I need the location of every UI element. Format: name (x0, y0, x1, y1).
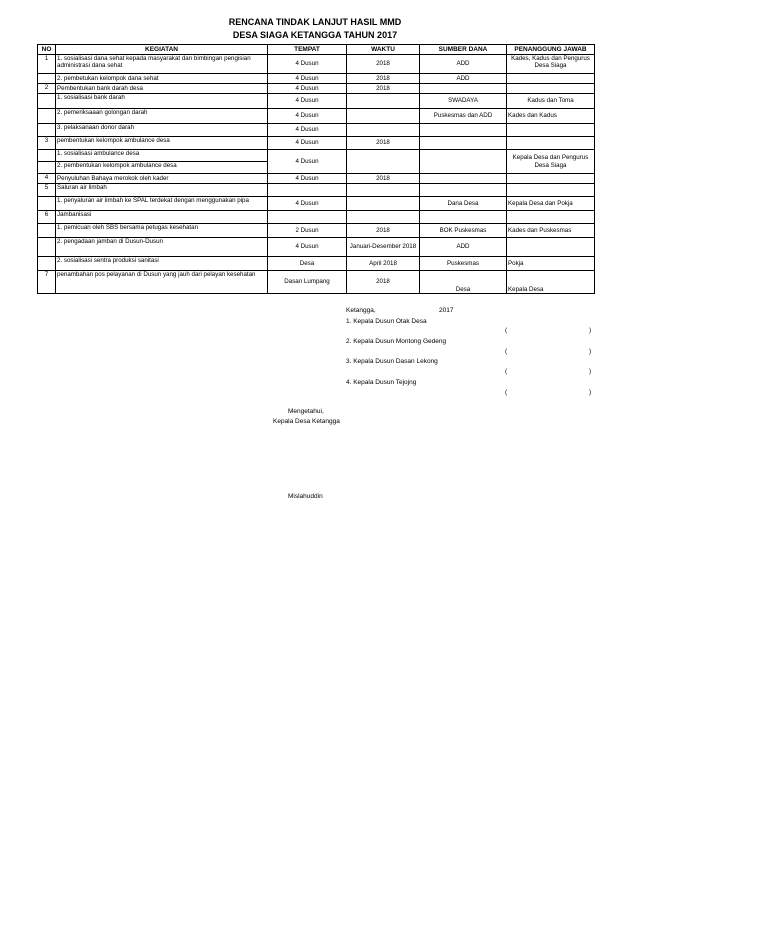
cell-kegiatan: Jambanisasi (56, 211, 268, 224)
table-row (38, 84, 595, 94)
cell-penanggung-jawab (507, 238, 595, 257)
kades-name: Mislahuddin (288, 493, 323, 500)
table-row (38, 137, 595, 150)
table-row (38, 124, 595, 137)
mengetahui-label: Mengetahui, (288, 408, 324, 415)
paren-open: ( (505, 368, 508, 375)
cell-tempat: Desa (268, 257, 347, 271)
cell-no (38, 162, 56, 174)
cell-penanggung-jawab: Kadus dan Toma (507, 94, 595, 109)
cell-tempat (268, 184, 347, 197)
cell-kegiatan: 1. pemicuan oleh SBS bersama petugas kesehatan (56, 224, 268, 238)
cell-sumber-dana: SWADAYA (420, 94, 507, 109)
cell-no (38, 197, 56, 211)
table-row (38, 55, 595, 74)
cell-kegiatan: Penyuluhan Bahaya merokok oleh kader (56, 174, 268, 184)
document-title: RENCANA TINDAK LANJUT HASIL MMD (228, 17, 402, 27)
cell-sumber-dana (420, 137, 507, 150)
cell-tempat: 4 Dusun (268, 84, 347, 94)
cell-penanggung-jawab: Kepala Desa dan Pengurus Desa Siaga (507, 150, 595, 174)
paren-close: ) (589, 368, 592, 375)
cell-kegiatan: 1. sosialisasi ambulance desa (56, 150, 268, 162)
cell-penanggung-jawab (507, 124, 595, 137)
cell-no (38, 94, 56, 109)
cell-waktu: April 2018 (347, 257, 420, 271)
cell-penanggung-jawab: Pokja (507, 257, 595, 271)
cell-no (38, 224, 56, 238)
cell-sumber-dana: ADD (420, 74, 507, 84)
cell-sumber-dana (420, 84, 507, 94)
cell-waktu: 2018 (347, 74, 420, 84)
cell-kegiatan: penambahan pos pelayanan di Dusun yang jauh dari pelayan kesehatan (56, 271, 268, 294)
cell-waktu (347, 94, 420, 109)
cell-kegiatan: Pembentukan bank darah desa (56, 84, 268, 94)
cell-tempat: 4 Dusun (268, 137, 347, 150)
cell-penanggung-jawab: Kepala Desa dan Pokja (507, 197, 595, 211)
cell-no: 5 (38, 184, 56, 197)
table-row (38, 150, 595, 162)
table-row (38, 197, 595, 211)
cell-penanggung-jawab (507, 184, 595, 197)
cell-kegiatan: 3. pelaksanaan donor darah (56, 124, 268, 137)
cell-waktu (347, 150, 420, 174)
cell-kegiatan: 2. pembetukan kelompok dana sehat (56, 74, 268, 84)
cell-waktu (347, 197, 420, 211)
cell-tempat: 4 Dusun (268, 238, 347, 257)
table-row (38, 271, 595, 294)
paren-open: ( (505, 327, 508, 334)
cell-penanggung-jawab (507, 211, 595, 224)
header-kegiatan: KEGIATAN (56, 45, 268, 55)
paren-close: ) (589, 389, 592, 396)
cell-tempat (268, 211, 347, 224)
cell-sumber-dana (420, 211, 507, 224)
cell-penanggung-jawab (507, 174, 595, 184)
cell-kegiatan: Saluran air limbah (56, 184, 268, 197)
cell-kegiatan: 1. sosialisasi bank darah (56, 94, 268, 109)
signature-year: 2017 (439, 307, 454, 314)
kades-title: Kepala Desa Ketangga (273, 418, 340, 425)
cell-penanggung-jawab: Kades, Kadus dan Pengurus Desa Siaga (507, 55, 595, 74)
cell-kegiatan: 2. pembentukan kelompok ambulance desa (56, 162, 268, 174)
table-row (38, 257, 595, 271)
cell-tempat: 4 Dusun (268, 74, 347, 84)
cell-no: 3 (38, 137, 56, 150)
cell-kegiatan: 2. pemeriksaaan golongan darah (56, 109, 268, 124)
cell-penanggung-jawab (507, 137, 595, 150)
plan-table (37, 44, 595, 294)
kadus-item: 4. Kepala Dusun Tejojng (346, 379, 417, 386)
paren-close: ) (589, 327, 592, 334)
cell-sumber-dana: BOK Puskesmas (420, 224, 507, 238)
table-row (38, 238, 595, 257)
cell-kegiatan: 2. pengadaan jamban di Dusun-Dusun (56, 238, 268, 257)
cell-penanggung-jawab: Kades dan Puskesmas (507, 224, 595, 238)
cell-no (38, 74, 56, 84)
cell-no: 7 (38, 271, 56, 294)
table-row (38, 109, 595, 124)
paren-open: ( (505, 389, 508, 396)
cell-waktu: Januari-Desember 2018 (347, 238, 420, 257)
cell-sumber-dana (420, 174, 507, 184)
cell-no: 1 (38, 55, 56, 74)
cell-tempat: Dasan Lumpang (268, 271, 347, 294)
paren-open: ( (505, 348, 508, 355)
kadus-item: 3. Kepala Dusun Dasan Lekong (346, 358, 438, 365)
cell-waktu: 2018 (347, 137, 420, 150)
cell-penanggung-jawab: Kades dan Kadus (507, 109, 595, 124)
signature-place: Ketangga, (346, 307, 376, 314)
cell-waktu (347, 124, 420, 137)
cell-sumber-dana: ADD (420, 55, 507, 74)
cell-waktu (347, 211, 420, 224)
cell-waktu (347, 184, 420, 197)
cell-waktu: 2018 (347, 84, 420, 94)
document-subtitle: DESA SIAGA KETANGGA TAHUN 2017 (232, 30, 398, 40)
cell-waktu: 2018 (347, 55, 420, 74)
cell-waktu: 2018 (347, 174, 420, 184)
table-row (38, 184, 595, 197)
cell-waktu: 2018 (347, 224, 420, 238)
cell-sumber-dana: Puskesmas (420, 257, 507, 271)
cell-kegiatan: pembentukan kelompok ambulance desa (56, 137, 268, 150)
cell-tempat: 4 Dusun (268, 197, 347, 211)
cell-sumber-dana (420, 150, 507, 174)
cell-tempat: 4 Dusun (268, 55, 347, 74)
cell-no: 6 (38, 211, 56, 224)
cell-sumber-dana: ADD (420, 238, 507, 257)
cell-tempat: 2 Dusun (268, 224, 347, 238)
table-header-row (38, 45, 595, 55)
header-penanggung-jawab: PENANGGUNG JAWAB (507, 45, 595, 55)
cell-no (38, 124, 56, 137)
cell-no: 2 (38, 84, 56, 94)
header-tempat: TEMPAT (268, 45, 347, 55)
cell-tempat: 4 Dusun (268, 174, 347, 184)
cell-sumber-dana: Puskesmas dan ADD (420, 109, 507, 124)
cell-no: 4 (38, 174, 56, 184)
paren-close: ) (589, 348, 592, 355)
table-row (38, 224, 595, 238)
table-row (38, 94, 595, 109)
cell-tempat: 4 Dusun (268, 124, 347, 137)
cell-kegiatan: 1. sosialisasi dana sehat kepada masyarakat dan bimbingan pengisian administrasi dana sehat (56, 55, 268, 74)
cell-sumber-dana: Dana Desa (420, 197, 507, 211)
cell-kegiatan: 2. sosialisasi sentra produksi sanitasi (56, 257, 268, 271)
cell-penanggung-jawab (507, 74, 595, 84)
cell-sumber-dana (420, 184, 507, 197)
kadus-item: 1. Kepala Dusun Otak Desa (346, 318, 427, 325)
cell-waktu (347, 109, 420, 124)
cell-no (38, 150, 56, 162)
header-no: NO (38, 45, 56, 55)
cell-tempat: 4 Dusun (268, 94, 347, 109)
table-row (38, 211, 595, 224)
cell-no (38, 257, 56, 271)
cell-waktu: 2018 (347, 271, 420, 294)
cell-tempat: 4 Dusun (268, 109, 347, 124)
header-waktu: WAKTU (347, 45, 420, 55)
table-row (38, 174, 595, 184)
table-row (38, 74, 595, 84)
cell-kegiatan: 1. penyaluran air limbah ke SPAL terdekat dengan menggunakan pipa (56, 197, 268, 211)
kadus-item: 2. Kepala Dusun Montong Gedeng (346, 338, 447, 345)
cell-penanggung-jawab (507, 84, 595, 94)
cell-tempat: 4 Dusun (268, 150, 347, 174)
cell-no (38, 109, 56, 124)
cell-sumber-dana: Desa (420, 271, 507, 294)
cell-no (38, 238, 56, 257)
cell-sumber-dana (420, 124, 507, 137)
cell-penanggung-jawab: Kepala Desa (507, 271, 595, 294)
header-sumber-dana: SUMBER DANA (420, 45, 507, 55)
